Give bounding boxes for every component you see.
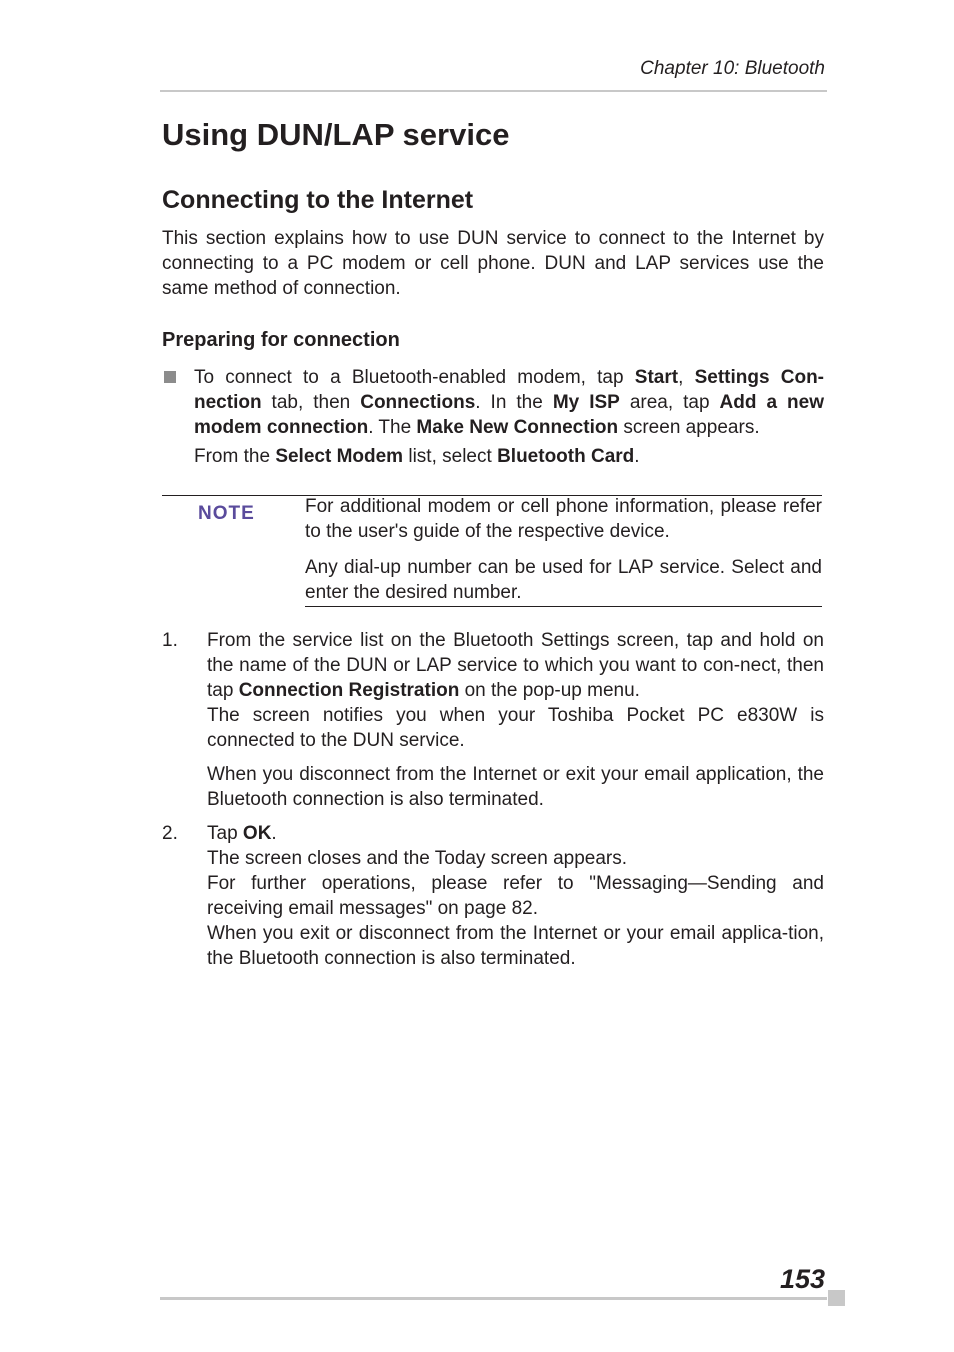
bullet-bold: Make New Connection bbox=[416, 417, 619, 438]
bullet-square-icon bbox=[164, 371, 176, 383]
page-number: 153 bbox=[779, 1264, 825, 1294]
bullet-text: From the bbox=[194, 446, 276, 467]
bullet-bold: My ISP bbox=[552, 392, 620, 413]
bullet-text: . The bbox=[368, 417, 417, 438]
bullet-bold: Connections bbox=[360, 392, 476, 413]
intro-paragraph: This section explains how to use DUN service to connect to the Internet by connecting to a PC modem or cell phone. DUN and LAP services use the same method of connection. bbox=[162, 228, 824, 299]
bullet-text: To connect to a Bluetooth-enabled modem, tap bbox=[194, 367, 635, 388]
page-title: Using DUN/LAP service bbox=[162, 117, 510, 152]
bullet-bold: Bluetooth Card bbox=[497, 446, 635, 467]
footer-corner-square bbox=[828, 1290, 845, 1306]
section-heading: Connecting to the Internet bbox=[162, 186, 474, 214]
bullet-text: . In the bbox=[475, 392, 553, 413]
bullet-bold: Add a new modem connection bbox=[194, 392, 824, 438]
step-bold: Connection Registration bbox=[238, 680, 460, 701]
bullet-paragraph-2 bbox=[194, 444, 824, 469]
note-label: NOTE bbox=[198, 503, 255, 524]
step-bold: OK bbox=[242, 823, 272, 844]
bullet-bold: Start bbox=[634, 367, 679, 388]
footer-rule bbox=[160, 1297, 827, 1300]
step-text: on the pop-up menu. bbox=[459, 680, 640, 701]
bullet-text: . bbox=[634, 446, 640, 467]
header-rule bbox=[160, 90, 827, 92]
note-bottom-rule bbox=[305, 606, 822, 607]
step-paragraph: The screen closes and the Today screen appears. bbox=[207, 848, 628, 869]
bullet-bold: Select Modem bbox=[275, 446, 404, 467]
bullet-text: screen appears. bbox=[618, 417, 760, 438]
step-text: . bbox=[271, 823, 277, 844]
note-paragraph: For additional modem or cell phone information, please refer to the user's guide of the respective device. bbox=[305, 496, 822, 542]
step-text: Tap bbox=[207, 823, 243, 844]
bullet-paragraph bbox=[194, 365, 824, 440]
step-paragraph: When you exit or disconnect from the Internet or your email applica-tion, the Bluetooth connection is also terminated. bbox=[207, 923, 824, 969]
running-head: Chapter 10: Bluetooth bbox=[640, 58, 825, 79]
bullet-text: , bbox=[678, 367, 695, 388]
step-number: 2. bbox=[162, 823, 178, 844]
step-paragraph: For further operations, please refer to "Messaging—Sending and receiving email messages" on page 82. bbox=[207, 873, 824, 919]
bullet-text: tab, then bbox=[261, 392, 361, 413]
step-paragraph bbox=[207, 821, 824, 846]
step-text: From the service list on the Bluetooth Settings screen, tap and hold on the name of the DUN or LAP service to which you want to con-nect, then tap bbox=[207, 630, 824, 701]
note-paragraph: Any dial-up number can be used for LAP service. Select and enter the desired number. bbox=[305, 557, 822, 603]
step-paragraph bbox=[207, 628, 824, 703]
step-number: 1. bbox=[162, 630, 178, 651]
bullet-text: list, select bbox=[403, 446, 498, 467]
subsection-heading: Preparing for connection bbox=[162, 329, 400, 351]
bullet-bold: Settings Con-nection bbox=[194, 367, 824, 413]
step-paragraph: The screen notifies you when your Toshiba Pocket PC e830W is connected to the DUN service. bbox=[207, 705, 824, 751]
step-paragraph: When you disconnect from the Internet or exit your email application, the Bluetooth connection is also terminated. bbox=[207, 764, 824, 810]
bullet-text: area, tap bbox=[619, 392, 720, 413]
